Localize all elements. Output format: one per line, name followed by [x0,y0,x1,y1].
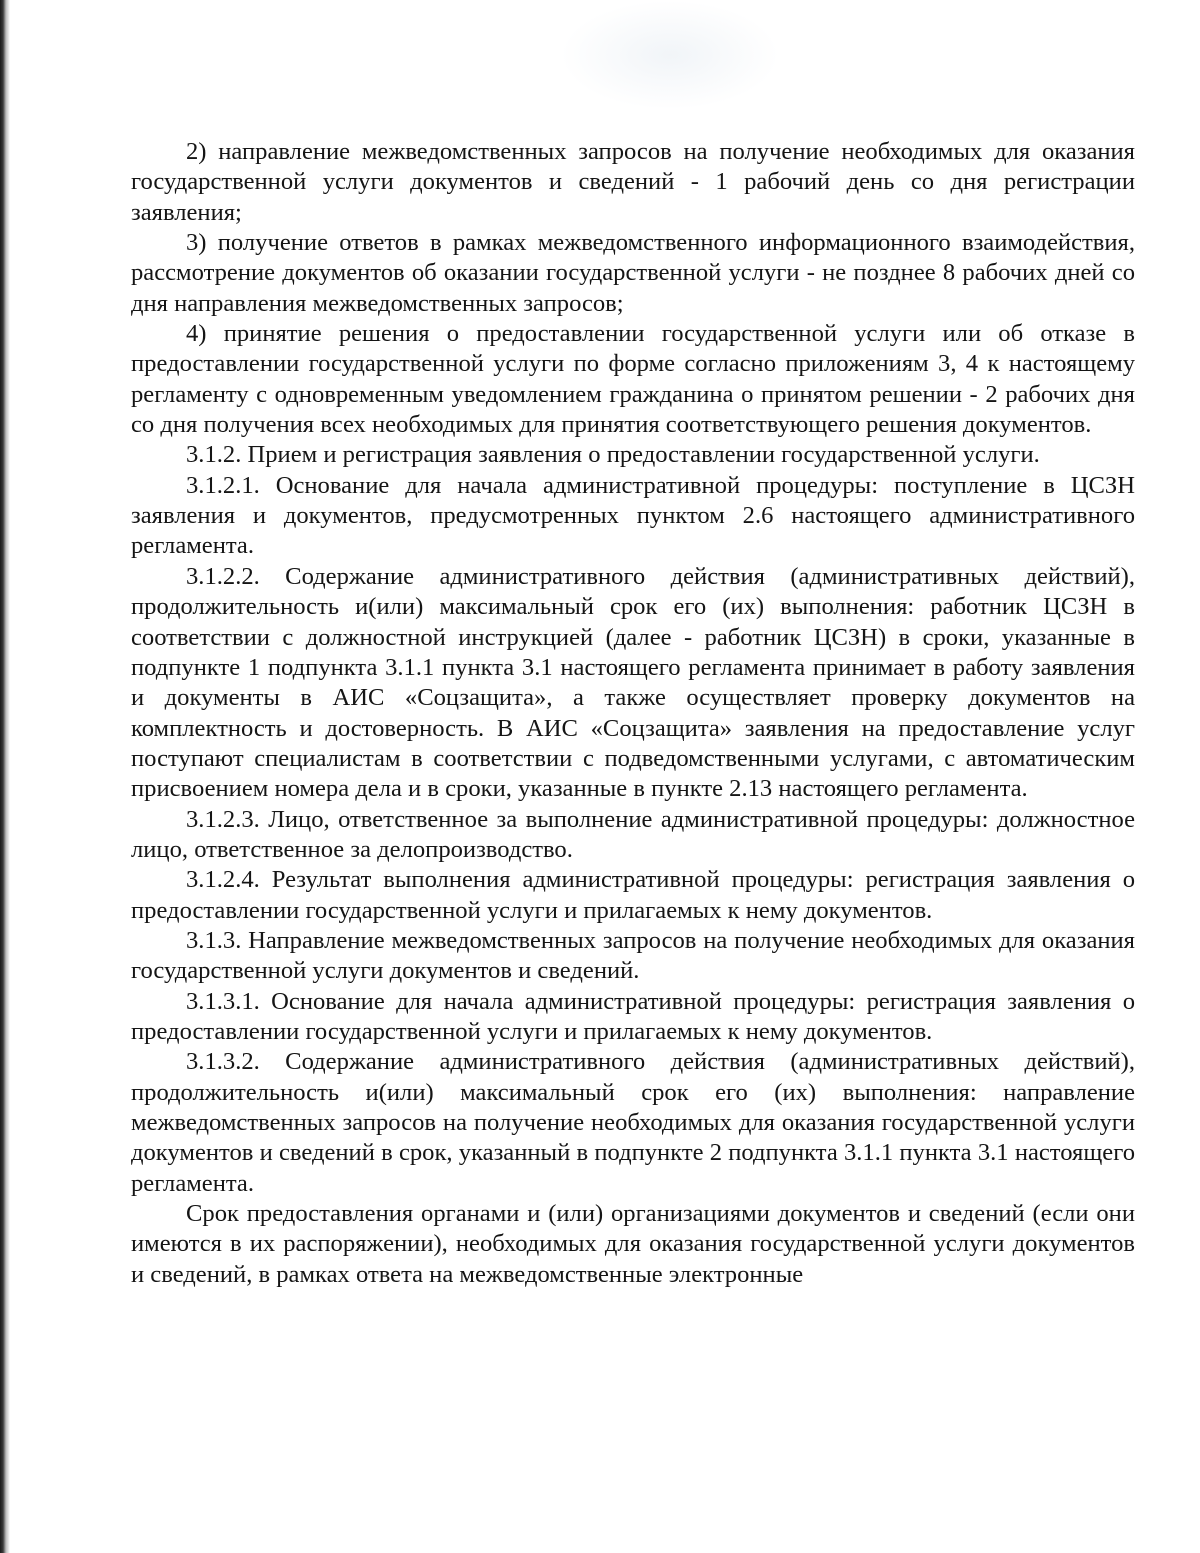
paragraph-3-1-2-2: 3.1.2.2. Содержание административного действия (административных действий), продолжительность и(или) максимальный срок его (их) выполнения: работник ЦСЗН в соответствии с должностной инструкцией (далее - работник ЦСЗН) в сроки, указанные в подпункте 1 подпункта 3.1.1 пункта 3.1 настоящего регламента принимает в работу заявления и документы в АИС «Соцзащита», а также осуществляет проверку документов на комплектность и достоверность. В АИС «Соцзащита» заявления на предоставление услуг поступают специалистам в соответствии с подведомственными услугами, с автоматическим присвоением номера дела и в сроки, указанные в пункте 2.13 настоящего регламента. [131,562,1135,803]
paragraph-4-decision: 4) принятие решения о предоставлении государственной услуги или об отказе в предоставлении государственной услуги по форме согласно приложениям 3, 4 к настоящему регламенту с одновременным уведомлением гражданина о принятом решении - 2 рабочих дня со дня получения всех необходимых для принятия соответствующего решения документов. [131,320,1135,439]
paragraph-3-1-2-4: 3.1.2.4. Результат выполнения административной процедуры: регистрация заявления о предоставлении государственной услуги и прилагаемых к нему документов. [131,866,1135,924]
scan-edge-shadow [0,0,10,1553]
paragraph-3-1-2-3: 3.1.2.3. Лицо, ответственное за выполнение административной процедуры: должностное лицо, ответственное за делопроизводство. [131,805,1135,863]
paragraph-3-1-3: 3.1.3. Направление межведомственных запросов на получение необходимых для оказания государственной услуги документов и сведений. [131,926,1135,985]
document-body [131,137,1135,1290]
paragraph-3-receiving-answers: 3) получение ответов в рамках межведомственного информационного взаимодействия, рассмотрение документов об оказании государственной услуги - не позднее 8 рабочих дней со дня направления межведомственных запросов; [131,229,1135,317]
paragraph-3-1-3-2: 3.1.3.2. Содержание административного действия (административных действий), продолжительность и(или) максимальный срок его (их) выполнения: направление межведомственных запросов на получение необходимых для оказания государственной услуги документов и сведений в срок, указанный в подпункте 2 подпункта 3.1.1 пункта 3.1 настоящего регламента. [131,1048,1135,1197]
paragraph-2-interagency-requests: 2) направление межведомственных запросов на получение необходимых для оказания государственной услуги документов и сведений - 1 рабочий день со дня регистрации заявления; [131,138,1135,226]
paragraph-3-1-3-1: 3.1.3.1. Основание для начала административной процедуры: регистрация заявления о предоставлении государственной услуги и прилагаемых к нему документов. [131,987,1135,1045]
paragraph-3-1-2-1: 3.1.2.1. Основание для начала административной процедуры: поступление в ЦСЗН заявления и документов, предусмотренных пунктом 2.6 настоящего административного регламента. [131,471,1135,560]
paragraph-3-1-2: 3.1.2. Прием и регистрация заявления о предоставлении государственной услуги. [186,441,1040,469]
paragraph-deadline: Срок предоставления органами и (или) организациями документов и сведений (если они имеются в их распоряжении), необходимых для оказания государственной услуги документов и сведений, в рамках ответа на межведомственные электронные [131,1200,1135,1288]
scan-smudge [560,0,780,110]
